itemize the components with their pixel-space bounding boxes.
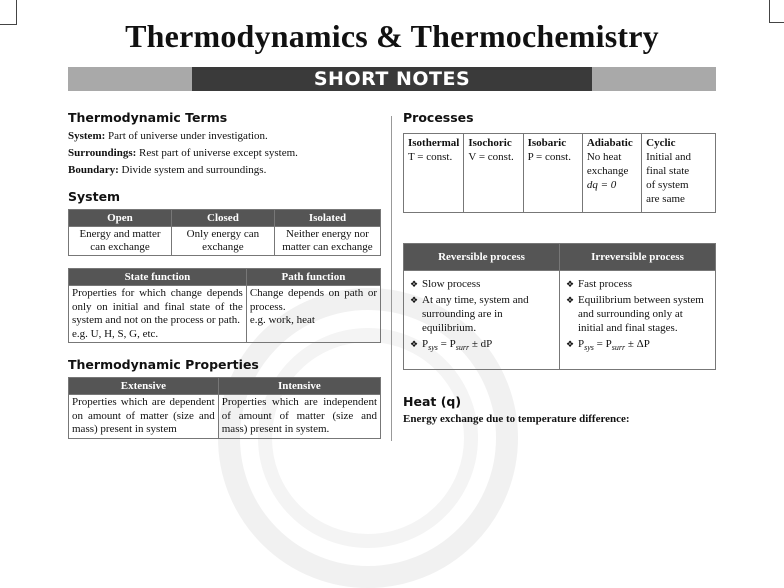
terms-list [68,128,298,179]
diamond-bullet-icon: ❖ [566,295,575,305]
list-item: ❖ At any time, system and surrounding are in equilibrium. [410,294,529,334]
term-boundary: Boundary: Divide system and surroundings. [68,164,267,176]
extensive-cell: Properties which are dependent on amount of matter (size and mass) present in system [69,395,219,439]
terms-heading: Thermodynamic Terms [68,110,228,125]
list-item: ❖ $P_{sys} = P_{surr}$ ± dP [410,338,493,353]
heat-heading: Heat (q) [403,394,462,409]
process-isothermal: Isothermal T = const. [404,134,464,213]
page-title: Thermodynamics & Thermochemistry [125,18,659,54]
processes-table [403,133,716,213]
banner-left-bar [68,67,192,91]
process-isobaric: Isobaric P = const. [523,134,582,213]
intensive-header: Intensive [218,378,380,395]
diamond-bullet-icon: ❖ [410,295,419,305]
diamond-bullet-icon: ❖ [566,279,575,289]
system-header-closed: Closed [171,210,274,227]
path-function-example: e.g. work, heat [249,314,315,326]
irreversible-header: Irreversible process [560,244,716,271]
system-heading: System [68,189,121,204]
list-item: ❖ $P_{sys} = P_{surr} \pm \Delta P$ [566,338,650,353]
properties-table [68,377,381,439]
processes-heading: Processes [403,110,474,125]
state-function-header: State function [69,269,247,286]
state-path-table [68,268,381,343]
heat-subheading: Energy exchange due to temperature difference: [403,413,630,425]
system-table [68,209,381,256]
system-header-open: Open [69,210,172,227]
diamond-bullet-icon: ❖ [566,339,575,349]
path-function-header: Path function [246,269,380,286]
diamond-bullet-icon: ❖ [410,339,419,349]
properties-heading: Thermodynamic Properties [68,357,259,372]
reversible-header: Reversible process [404,244,560,271]
process-isochoric: Isochoric V = const. [464,134,523,213]
state-function-example: e.g. U, H, S, G, etc. [72,327,159,340]
column-divider [391,116,392,441]
term-surroundings: Surroundings: Rest part of universe except system. [68,147,298,159]
system-cell-open: Energy and matter can exchange [69,227,172,256]
banner-right-bar [592,67,716,91]
diamond-bullet-icon: ❖ [410,279,419,289]
list-item: ❖ Slow process [410,278,481,290]
process-cyclic: Cyclic Initial and final state of system are same [642,134,716,213]
system-header-isolated: Isolated [274,210,380,227]
reversible-cell [404,271,560,370]
system-cell-isolated: Neither energy nor matter can exchange [274,227,380,256]
banner-short-notes: SHORT NOTES [192,67,592,91]
intensive-cell: Properties which are independent of amount of matter (size and mass) present in system. [218,395,380,439]
extensive-header: Extensive [69,378,219,395]
path-function-cell: Change depends on path or process. e.g. work, heat [246,286,380,343]
list-item: ❖ Fast process [566,278,633,290]
term-system: System: Part of universe under investigation. [68,130,268,142]
state-function-cell: Properties for which change depends only on initial and final state of the system and not on the process or path. e.g. U, H, S, G, etc. [69,286,247,343]
process-adiabatic: Adiabatic No heat exchange dq = 0 [582,134,641,213]
reversibility-table [403,243,716,370]
system-cell-closed: Only energy can exchange [171,227,274,256]
irreversible-cell [560,271,716,370]
list-item: ❖ Equilibrium between system and surrounding only at initial and final stages. [566,294,704,334]
